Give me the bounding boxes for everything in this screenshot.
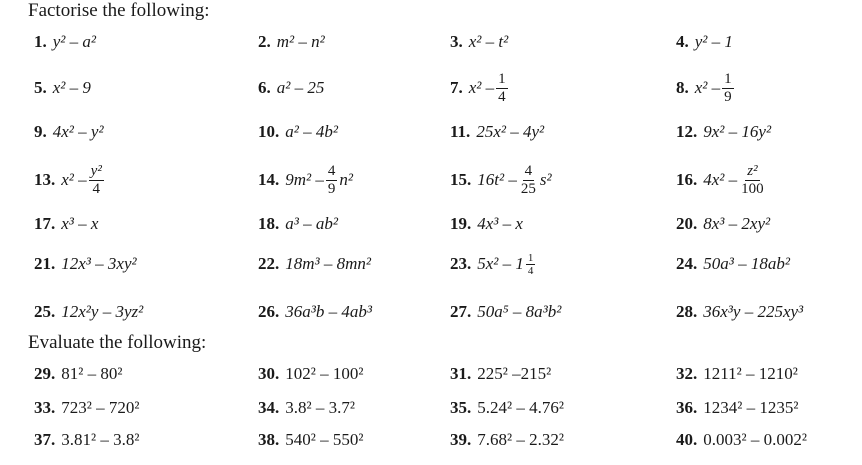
problem-number: 25. bbox=[34, 302, 56, 321]
problem-number: 27. bbox=[450, 302, 472, 321]
problem-expression: 16t² – bbox=[477, 170, 517, 189]
fraction-numerator: z² bbox=[747, 162, 758, 179]
problem-number: 11. bbox=[450, 122, 471, 141]
problem-expression: a² – 4b² bbox=[285, 122, 338, 141]
problem-expression-tail: n² bbox=[339, 170, 353, 189]
problem-expression: x² – 9 bbox=[52, 78, 91, 97]
problem-number: 7. bbox=[450, 78, 463, 97]
problem-number: 9. bbox=[34, 122, 47, 141]
problem-number: 18. bbox=[258, 214, 280, 233]
problem-expression: x² – t² bbox=[468, 32, 509, 51]
problem-number: 26. bbox=[258, 302, 280, 321]
problem-expression: 12x²y – 3yz² bbox=[61, 302, 144, 321]
problem-expression: m² – n² bbox=[276, 32, 325, 51]
fraction-denominator: 4 bbox=[527, 264, 534, 277]
problem-number: 22. bbox=[258, 254, 280, 273]
problem-number: 36. bbox=[676, 398, 698, 417]
problem-expression: 18m³ – 8mn² bbox=[285, 254, 371, 273]
problem-expression: 4x² – y² bbox=[52, 122, 104, 141]
problem-number: 17. bbox=[34, 214, 56, 233]
problem-number: 5. bbox=[34, 78, 47, 97]
problem-number: 20. bbox=[676, 214, 698, 233]
fraction bbox=[326, 163, 338, 198]
problem-number: 15. bbox=[450, 170, 472, 189]
fraction-numerator: 1 bbox=[498, 70, 506, 87]
problem-21 bbox=[34, 244, 137, 284]
problem-4 bbox=[676, 22, 733, 62]
problem-expression: x³ – x bbox=[61, 214, 99, 233]
problem-expression: 3.81² – 3.8² bbox=[61, 430, 140, 449]
problem-expression: 5.24² – 4.76² bbox=[477, 398, 564, 417]
fraction bbox=[526, 252, 536, 277]
problem-27 bbox=[450, 292, 561, 332]
problem-expression: 50a³ – 18ab² bbox=[703, 254, 790, 273]
problem-expression: a³ – ab² bbox=[285, 214, 338, 233]
fraction-denominator: 4 bbox=[498, 88, 506, 105]
problem-number: 6. bbox=[258, 78, 271, 97]
problem-number: 35. bbox=[450, 398, 472, 417]
problem-number: 14. bbox=[258, 170, 280, 189]
problem-number: 28. bbox=[676, 302, 698, 321]
problem-number: 2. bbox=[258, 32, 271, 51]
problem-number: 13. bbox=[34, 170, 56, 189]
problem-2 bbox=[258, 22, 325, 62]
problem-11 bbox=[450, 112, 544, 152]
problem-14 bbox=[258, 160, 353, 200]
problem-number: 4. bbox=[676, 32, 689, 51]
problem-expression: 4x² – bbox=[703, 170, 738, 189]
problem-expression: 540² – 550² bbox=[285, 430, 364, 449]
problem-number: 21. bbox=[34, 254, 56, 273]
problem-expression: x² – bbox=[468, 78, 495, 97]
fraction-denominator: 9 bbox=[327, 180, 336, 197]
fraction-numerator: 1 bbox=[527, 251, 534, 264]
problem-expression: 1234² – 1235² bbox=[703, 398, 799, 417]
problem-expression: 36x³y – 225xy³ bbox=[703, 302, 804, 321]
problem-expression: 7.68² – 2.32² bbox=[477, 430, 564, 449]
problem-number: 12. bbox=[676, 122, 698, 141]
problem-expression: y² – 1 bbox=[694, 32, 733, 51]
problem-expression: 9x² – 16y² bbox=[703, 122, 772, 141]
fraction-numerator: 4 bbox=[524, 162, 533, 179]
problem-28 bbox=[676, 292, 803, 332]
fraction-numerator: y² bbox=[90, 162, 102, 179]
problem-expression: 25x² – 4y² bbox=[476, 122, 545, 141]
problem-number: 10. bbox=[258, 122, 280, 141]
problem-15 bbox=[450, 160, 552, 200]
problem-expression: 723² – 720² bbox=[61, 398, 140, 417]
problem-26 bbox=[258, 292, 372, 332]
section-heading-factorise: Factorise the following: bbox=[28, 0, 210, 21]
problem-8 bbox=[676, 68, 736, 108]
fraction bbox=[722, 71, 734, 106]
problem-expression: 81² – 80² bbox=[61, 364, 123, 383]
problem-expression: 36a³b – 4ab³ bbox=[285, 302, 372, 321]
problem-18 bbox=[258, 204, 338, 244]
problem-10 bbox=[258, 112, 338, 152]
problem-number: 32. bbox=[676, 364, 698, 383]
problem-number: 24. bbox=[676, 254, 698, 273]
fraction-denominator: 25 bbox=[520, 180, 536, 197]
problem-7 bbox=[450, 68, 510, 108]
problem-number: 33. bbox=[34, 398, 56, 417]
fraction bbox=[496, 71, 508, 106]
problem-24 bbox=[676, 244, 790, 284]
problem-22 bbox=[258, 244, 371, 284]
fraction bbox=[89, 163, 104, 198]
problem-expression: x² – bbox=[694, 78, 721, 97]
fraction bbox=[739, 163, 766, 198]
problem-40 bbox=[676, 420, 807, 460]
fraction bbox=[519, 163, 538, 198]
problem-expression: x² – bbox=[61, 170, 87, 189]
problem-expression: 9m² – bbox=[285, 170, 324, 189]
problem-17 bbox=[34, 204, 98, 244]
problem-9 bbox=[34, 112, 104, 152]
fraction-numerator: 1 bbox=[724, 70, 732, 87]
problem-expression: 12x³ – 3xy² bbox=[61, 254, 137, 273]
problem-number: 3. bbox=[450, 32, 463, 51]
problem-expression-tail: s² bbox=[539, 170, 552, 189]
fraction-denominator: 100 bbox=[741, 180, 764, 197]
problem-13 bbox=[34, 160, 106, 200]
problem-3 bbox=[450, 22, 508, 62]
section-heading-evaluate: Evaluate the following: bbox=[28, 332, 207, 353]
fraction-denominator: 4 bbox=[92, 180, 100, 197]
problem-5 bbox=[34, 68, 91, 108]
problem-expression: 225² –215² bbox=[477, 364, 552, 383]
problem-expression: y² – a² bbox=[52, 32, 96, 51]
problem-number: 16. bbox=[676, 170, 698, 189]
problem-12 bbox=[676, 112, 771, 152]
problem-number: 19. bbox=[450, 214, 472, 233]
problem-38 bbox=[258, 420, 363, 460]
problem-19 bbox=[450, 204, 523, 244]
problem-20 bbox=[676, 204, 770, 244]
problem-number: 23. bbox=[450, 254, 472, 273]
problem-expression: a² – 25 bbox=[276, 78, 325, 97]
problem-1 bbox=[34, 22, 96, 62]
problem-expression: 1211² – 1210² bbox=[703, 364, 798, 383]
problem-25 bbox=[34, 292, 143, 332]
problem-number: 37. bbox=[34, 430, 56, 449]
problem-expression: 4x³ – x bbox=[477, 214, 523, 233]
fraction-numerator: 4 bbox=[327, 162, 336, 179]
problem-39 bbox=[450, 420, 564, 460]
problem-expression: 3.8² – 3.7² bbox=[285, 398, 355, 417]
problem-number: 1. bbox=[34, 32, 47, 51]
problem-23 bbox=[450, 244, 537, 284]
problem-expression: 50a⁵ – 8a³b² bbox=[477, 302, 562, 321]
problem-37 bbox=[34, 420, 139, 460]
problem-number: 38. bbox=[258, 430, 280, 449]
problem-number: 34. bbox=[258, 398, 280, 417]
problem-number: 40. bbox=[676, 430, 698, 449]
problem-number: 30. bbox=[258, 364, 280, 383]
problem-16 bbox=[676, 160, 768, 200]
problem-expression: 8x³ – 2xy² bbox=[703, 214, 771, 233]
problem-number: 8. bbox=[676, 78, 689, 97]
problem-number: 29. bbox=[34, 364, 56, 383]
problem-expression: 102² – 100² bbox=[285, 364, 364, 383]
problem-number: 31. bbox=[450, 364, 472, 383]
fraction-denominator: 9 bbox=[724, 88, 732, 105]
problem-number: 39. bbox=[450, 430, 472, 449]
problem-expression: 5x² – 1 bbox=[477, 254, 524, 273]
problem-6 bbox=[258, 68, 324, 108]
problem-expression: 0.003² – 0.002² bbox=[703, 430, 807, 449]
